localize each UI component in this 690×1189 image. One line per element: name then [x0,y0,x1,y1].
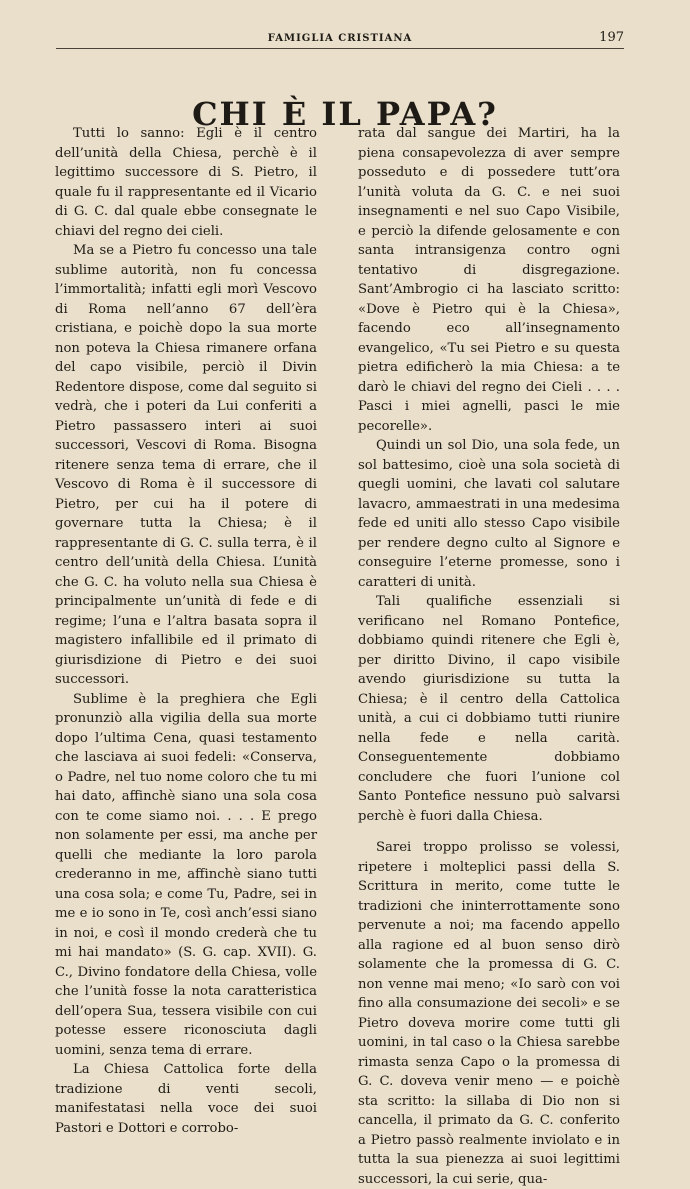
running-header [56,30,624,49]
right-column [358,124,620,1189]
running-title: FAMIGLIA CRISTIANA [267,33,413,44]
paragraph: Tali qualifiche essenziali si verificano nel Romano Pontefice, dobbiamo quindi ritenere che Egli è, per diritto Divino, il capo visibile avendo giurisdizione su tutta la Chiesa; è il centro della Cattolica unità, a cui ci dobbiamo tutti riunire nella fede e nella carità. Conseguentemente dobbiamo concludere che fuori l’unione col Santo Pontefice nessuno può salvarsi perchè è fuori dalla Chiesa. [358,594,620,824]
paragraph: Quindi un sol Dio, una sola fede, un sol battesimo, cioè una sola società di quegli uomini, che lavati col salutare lavacro, ammaestrati in una medesima fede ed uniti allo stesso Capo visibile per rendere degno culto al Signore e conseguire l’eterne promesse, sono i caratteri di unità. [358,438,620,590]
paragraph-continued: rata dal sangue dei Martiri, ha la piena consapevolezza di aver sempre posseduto e di possedere tutt’ora l’unità voluta da G. C. e nei suoi insegnamenti e nel suo Capo Visibile, e perciò la difende gelosamente e con santa intransigenza contro ogni tentativo di disgregazione. Sant’Ambrogio ci ha lasciato scritto: «Dove è Pietro qui è la Chiesa», facendo eco all’insegnamento evangelico, «Tu sei Pietro e su questa pietra edificherò la mia Chiesa: a te darò le chiavi del regno dei Cieli . . . . Pasci i miei agnelli, pasci le mie pecorelle». [358,126,620,434]
paragraph: Ma se a Pietro fu concesso una tale sublime autorità, non fu concessa l’immortalità; infatti egli morì Vescovo di Roma nell’anno 67 dell’èra cristiana, e poichè dopo la sua morte non poteva la Chiesa rimanere orfana del capo visibile, perciò il Divin Redentore dispose, come dal seguito si vedrà, che i poteri da Lui conferiti a Pietro passassero interi ai suoi successori, Vescovi di Roma. Bisogna ritenere senza tema di errare, che il Vescovo di Roma è il successore di Pietro, per cui ha il potere di governare tutta la Chiesa; è il rappresentante di G. C. sulla terra, è il centro dell’unità della Chiesa. L’unità che G. C. ha voluto nella sua Chiesa è principalmente un’unità di fede e di regime; l’una e l’altra basata sopra il magistero infallibile ed il primato di giurisdizione di Pietro e dei suoi successori. [55,243,317,687]
paragraph: La Chiesa Cattolica forte della tradizione di venti secoli, manifestatasi nella voce dei suoi Pastori e Dottori e corrobo- [55,1062,317,1136]
paragraph: Sublime è la preghiera che Egli pronunziò alla vigilia della sua morte dopo l’ultima Cena, quasi testamento che lasciava ai suoi fedeli: «Conserva, o Padre, nel tuo nome coloro che tu mi hai dato, affinchè siano una sola cosa con te come siamo noi. . . . E prego non solamente per essi, ma anche per quelli che mediante la loro parola crederanno in me, affinchè siano tutti una cosa sola; e come Tu, Padre, sei in me e io sono in Te, così anch’essi siano in noi, e così il mondo crederà che tu mi hai mandato» (S. G. cap. XVII). G. C., Divino fondatore della Chiesa, volle che l’unità fosse la nota caratteristica dell’opera Sua, tessera visibile con cui potesse essere riconosciuta dagli uomini, senza tema di errare. [55,691,317,1058]
page-number: 197 [599,30,624,45]
article-title: CHI È IL PAPA? [192,95,498,134]
paragraph: Sarei troppo prolisso se volessi, ripetere i molteplici passi della S. Scrittura in merito, come tutte le tradizioni che ininterrottamente sono pervenute a noi; ma facendo appello alla ragione ed al buon senso dirò solamente che la promessa di G. C. non venne mai meno; «Io sarò con voi fino alla consumazione dei secoli» e se Pietro doveva morire come tutti gli uomini, in tal caso o la Chiesa sarebbe rimasta senza Capo o la promessa di G. C. doveva venir meno — e poichè sta scritto: la sillaba di Dio non si cancella, il primato da G. C. conferito a Pietro passò realmente inviolato e in tutta la sua pienezza ai suoi legittimi successori, la cui serie, qua- [358,840,620,1187]
left-column [55,124,317,1138]
paragraph: Tutti lo sanno: Egli è il centro dell’unità della Chiesa, perchè è il legittimo successore di S. Pietro, il quale fu il rappresentante ed il Vicario di G. C. dal quale ebbe consegnate le chiavi del regno dei cieli. [55,126,317,239]
